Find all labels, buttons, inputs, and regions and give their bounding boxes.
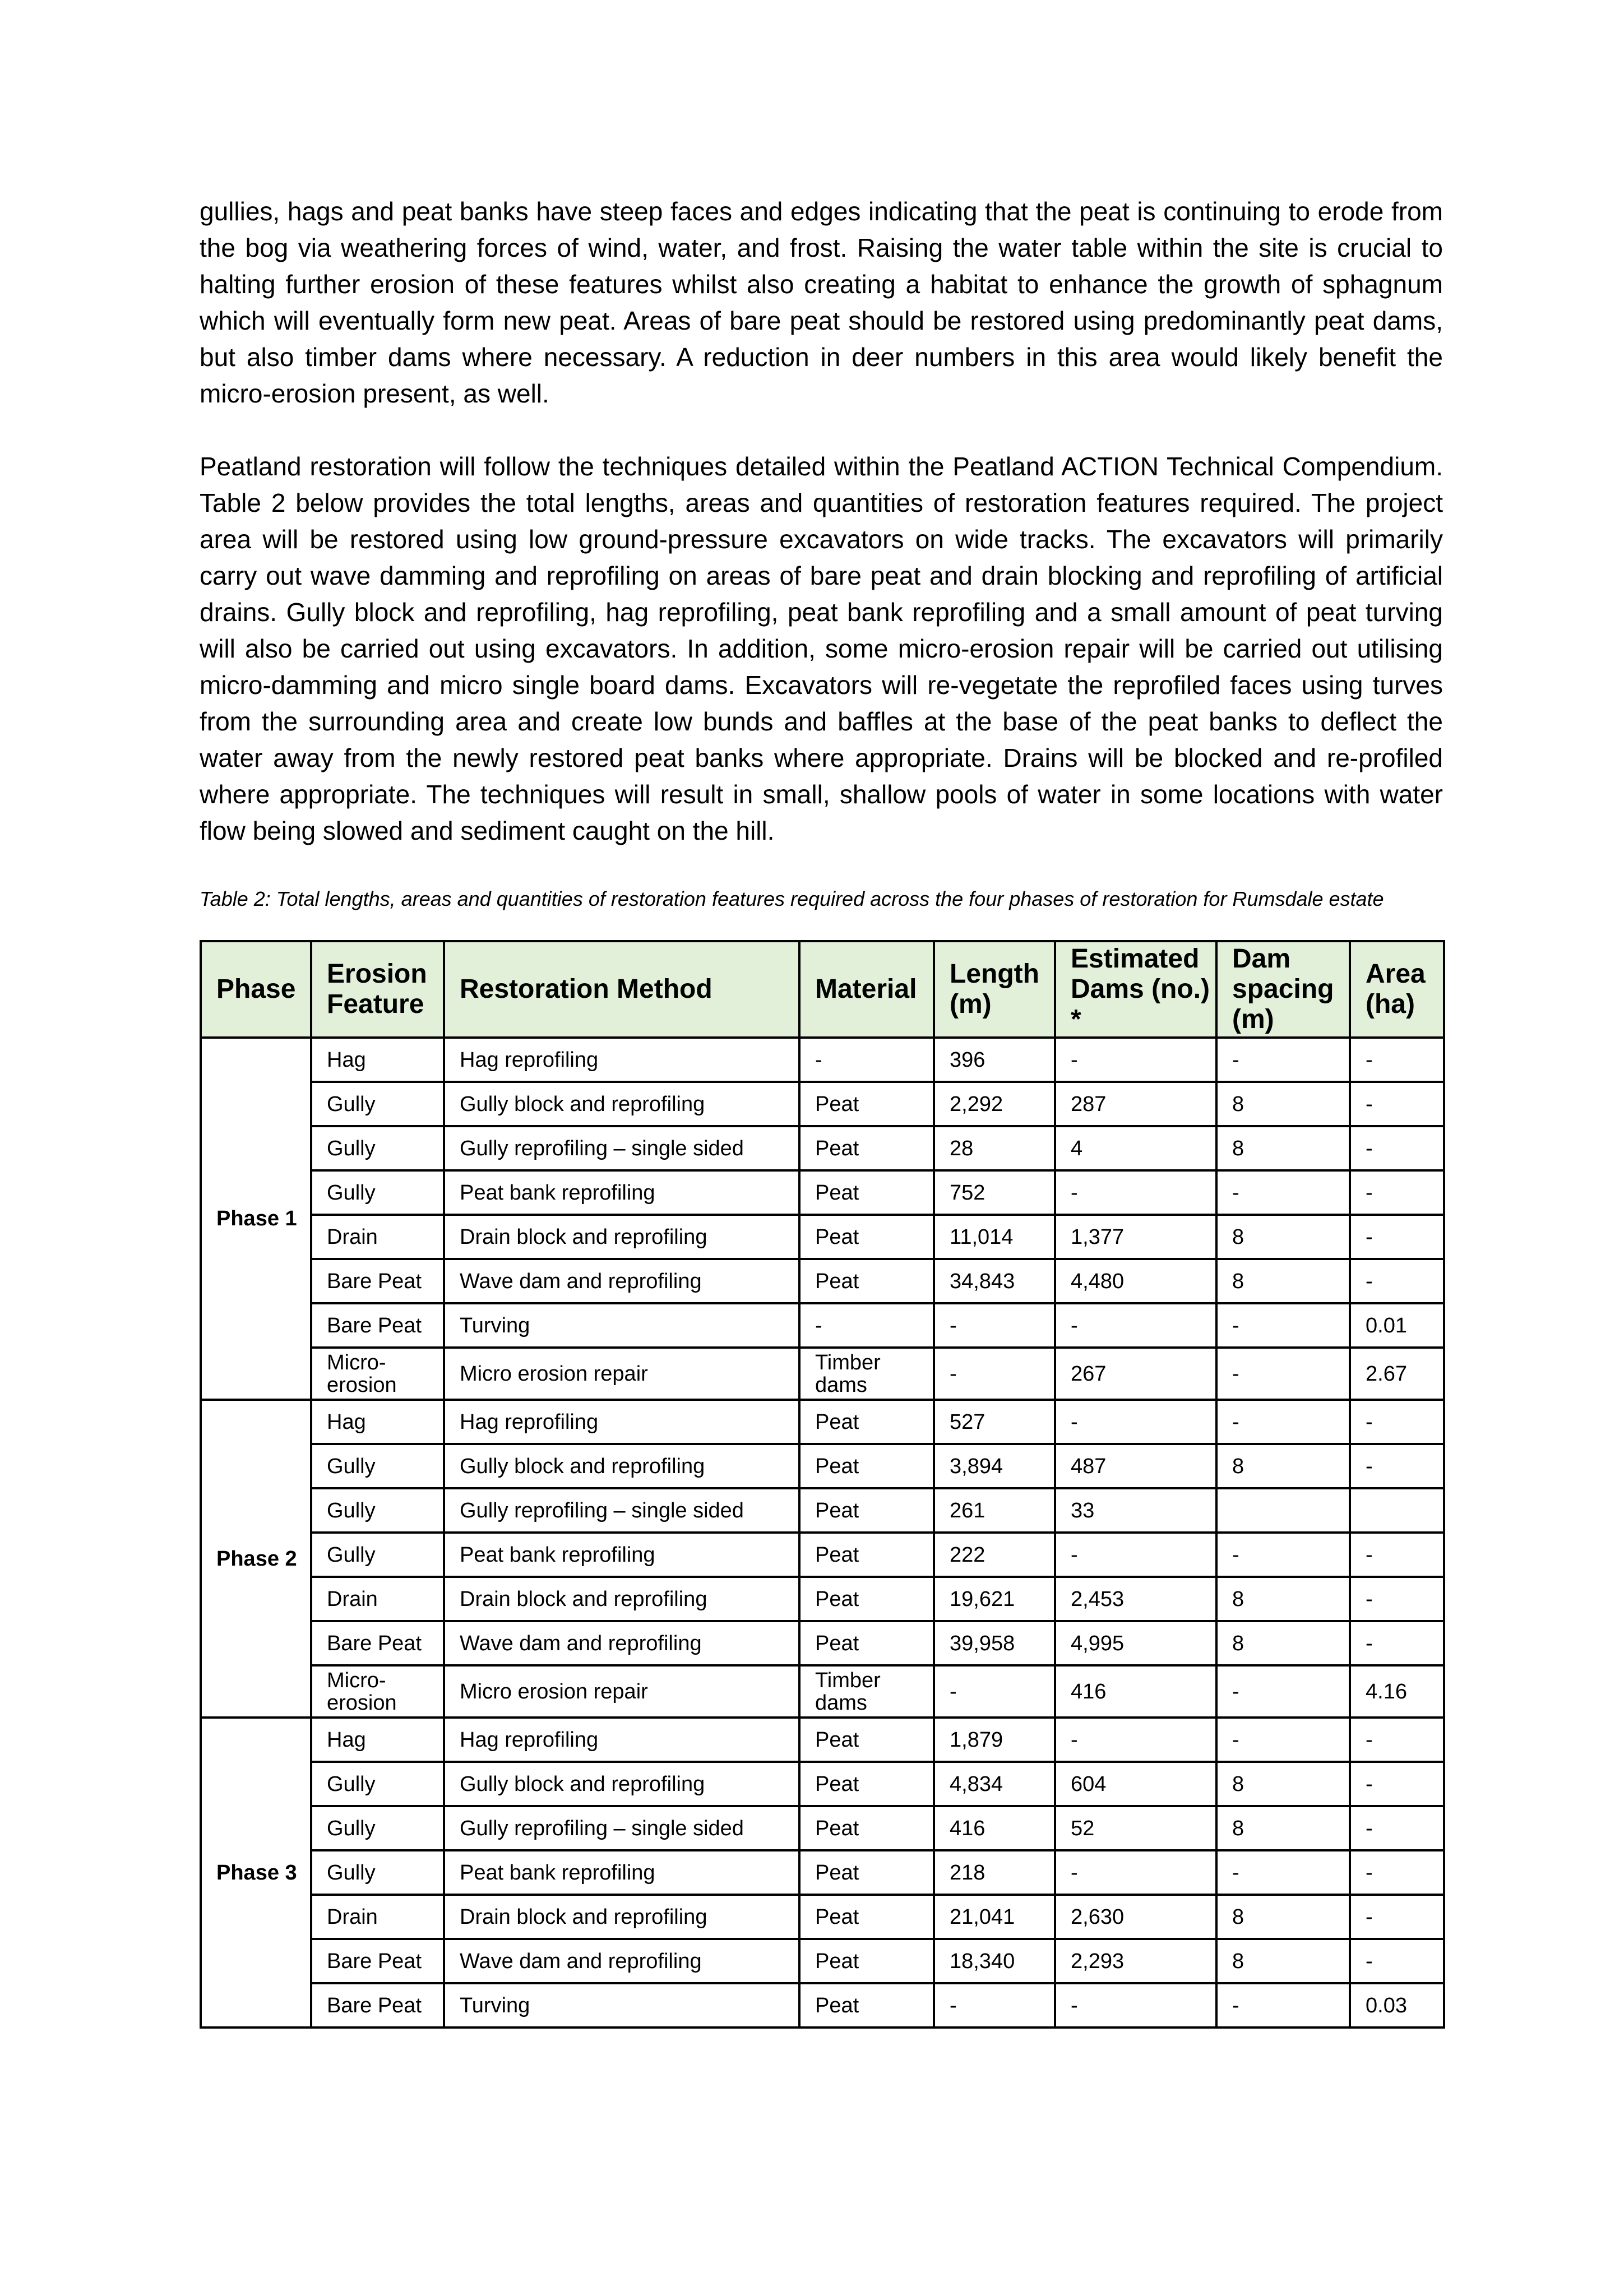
table-cell: Peat bank reprofiling bbox=[444, 1170, 799, 1215]
table-cell: - bbox=[1350, 1400, 1444, 1444]
table-cell: Micro erosion repair bbox=[444, 1665, 799, 1718]
table-cell: 11,014 bbox=[934, 1215, 1055, 1259]
table-row bbox=[201, 1533, 1444, 1577]
table-cell: Gully block and reprofiling bbox=[444, 1762, 799, 1806]
table-cell: Gully reprofiling – single sided bbox=[444, 1806, 799, 1850]
table-cell: 1,377 bbox=[1055, 1215, 1216, 1259]
table-cell: 261 bbox=[934, 1488, 1055, 1533]
body-paragraph-1: gullies, hags and peat banks have steep faces and edges indicating that the peat is continuing to erode from the bog via weathering forces of wind, water, and frost. Raising the water table within the site is crucial to halting further erosion of these features whilst also creating a habitat to enhance the growth of sphagnum which will eventually form new peat. Areas of bare peat should be restored using predominantly peat dams, but also timber dams where necessary. A reduction in deer numbers in this area would likely benefit the micro-erosion present, as well. bbox=[200, 197, 1443, 408]
table-row bbox=[201, 1621, 1444, 1665]
table-header-row bbox=[201, 941, 1444, 1038]
table-cell: 4,480 bbox=[1055, 1259, 1216, 1303]
restoration-table bbox=[200, 940, 1445, 2029]
table-cell: Timber dams bbox=[799, 1348, 934, 1400]
table-cell: Peat bbox=[799, 1577, 934, 1621]
table-cell: Wave dam and reprofiling bbox=[444, 1939, 799, 1983]
phase-label: Phase 2 bbox=[201, 1400, 311, 1718]
table-cell: Gully bbox=[311, 1488, 444, 1533]
table-cell: Peat bbox=[799, 1850, 934, 1895]
table-cell: 33 bbox=[1055, 1488, 1216, 1533]
header-cell: Material bbox=[799, 941, 934, 1038]
table-row bbox=[201, 1348, 1444, 1400]
header-cell: Length (m) bbox=[934, 941, 1055, 1038]
table-cell: - bbox=[1055, 1533, 1216, 1577]
table-cell: 8 bbox=[1216, 1082, 1350, 1126]
table-cell: - bbox=[1216, 1400, 1350, 1444]
table-cell: 604 bbox=[1055, 1762, 1216, 1806]
table-cell: Bare Peat bbox=[311, 1983, 444, 2027]
table-cell: - bbox=[799, 1038, 934, 1082]
table-cell: - bbox=[1216, 1348, 1350, 1400]
table-cell: Drain block and reprofiling bbox=[444, 1577, 799, 1621]
table-cell: 396 bbox=[934, 1038, 1055, 1082]
table-cell: Peat bbox=[799, 1444, 934, 1488]
header-cell: Estimated Dams (no.) * bbox=[1055, 941, 1216, 1038]
table-cell: Hag bbox=[311, 1038, 444, 1082]
header-cell: Erosion Feature bbox=[311, 941, 444, 1038]
table-cell: 19,621 bbox=[934, 1577, 1055, 1621]
table-cell: Turving bbox=[444, 1983, 799, 2027]
table-cell: Bare Peat bbox=[311, 1303, 444, 1348]
table-cell: 8 bbox=[1216, 1444, 1350, 1488]
table-cell: Hag bbox=[311, 1718, 444, 1762]
table-cell: - bbox=[799, 1303, 934, 1348]
table-cell: 8 bbox=[1216, 1762, 1350, 1806]
table-cell: 222 bbox=[934, 1533, 1055, 1577]
table-cell: Gully bbox=[311, 1170, 444, 1215]
table-cell: - bbox=[1055, 1983, 1216, 2027]
table-cell: Peat bbox=[799, 1126, 934, 1170]
table-cell: Gully block and reprofiling bbox=[444, 1082, 799, 1126]
table-cell: 2.67 bbox=[1350, 1348, 1444, 1400]
table-row bbox=[201, 1806, 1444, 1850]
table-cell: - bbox=[1350, 1895, 1444, 1939]
table-cell: Hag reprofiling bbox=[444, 1718, 799, 1762]
table-body bbox=[201, 1038, 1444, 2027]
table-cell: Peat bbox=[799, 1488, 934, 1533]
table-cell: Timber dams bbox=[799, 1665, 934, 1718]
table-cell: - bbox=[1350, 1533, 1444, 1577]
table-cell: - bbox=[1216, 1983, 1350, 2027]
table-cell: Micro-erosion bbox=[311, 1665, 444, 1718]
table-row bbox=[201, 1577, 1444, 1621]
table-cell: Drain block and reprofiling bbox=[444, 1215, 799, 1259]
table-cell: Hag reprofiling bbox=[444, 1038, 799, 1082]
table-row bbox=[201, 1665, 1444, 1718]
table-row bbox=[201, 1400, 1444, 1444]
table-cell: Gully bbox=[311, 1444, 444, 1488]
table-row bbox=[201, 1488, 1444, 1533]
table-cell: Peat bbox=[799, 1259, 934, 1303]
table-row bbox=[201, 1983, 1444, 2027]
table-row bbox=[201, 1170, 1444, 1215]
table-row bbox=[201, 1939, 1444, 1983]
table-cell: 752 bbox=[934, 1170, 1055, 1215]
table-cell: - bbox=[1055, 1038, 1216, 1082]
table-cell: 4 bbox=[1055, 1126, 1216, 1170]
table-cell: - bbox=[1216, 1533, 1350, 1577]
table-cell: Peat bbox=[799, 1762, 934, 1806]
table-cell: 4,995 bbox=[1055, 1621, 1216, 1665]
table-row bbox=[201, 1303, 1444, 1348]
table-cell: 287 bbox=[1055, 1082, 1216, 1126]
table-cell: Gully bbox=[311, 1850, 444, 1895]
table-cell: - bbox=[934, 1983, 1055, 2027]
table-cell: 218 bbox=[934, 1850, 1055, 1895]
table-cell: - bbox=[1350, 1718, 1444, 1762]
table-cell: - bbox=[934, 1665, 1055, 1718]
table-cell bbox=[1216, 1488, 1350, 1533]
table-cell: Gully bbox=[311, 1762, 444, 1806]
table-cell: - bbox=[1350, 1621, 1444, 1665]
header-cell: Area (ha) bbox=[1350, 941, 1444, 1038]
table-cell: 416 bbox=[1055, 1665, 1216, 1718]
table-cell: Gully bbox=[311, 1806, 444, 1850]
table-cell: 267 bbox=[1055, 1348, 1216, 1400]
table-cell: 8 bbox=[1216, 1806, 1350, 1850]
phase-label: Phase 1 bbox=[201, 1038, 311, 1400]
table-cell: Peat bbox=[799, 1895, 934, 1939]
table-cell: 527 bbox=[934, 1400, 1055, 1444]
table-cell: Drain bbox=[311, 1895, 444, 1939]
table-cell: 28 bbox=[934, 1126, 1055, 1170]
table-cell: 39,958 bbox=[934, 1621, 1055, 1665]
table-cell: 487 bbox=[1055, 1444, 1216, 1488]
table-cell: - bbox=[1055, 1850, 1216, 1895]
table-cell: - bbox=[1350, 1170, 1444, 1215]
table-cell: Wave dam and reprofiling bbox=[444, 1259, 799, 1303]
table-cell: Turving bbox=[444, 1303, 799, 1348]
table-cell: Gully reprofiling – single sided bbox=[444, 1126, 799, 1170]
table-cell: Peat bbox=[799, 1400, 934, 1444]
table-cell bbox=[1350, 1488, 1444, 1533]
table-cell: 8 bbox=[1216, 1259, 1350, 1303]
table-cell: - bbox=[1350, 1577, 1444, 1621]
table-caption: Table 2: Total lengths, areas and quantities of restoration features required across the four phases of restoration for Rumsdale estate bbox=[200, 887, 1384, 910]
table-cell: Gully bbox=[311, 1082, 444, 1126]
table-cell: - bbox=[1350, 1259, 1444, 1303]
table-cell: - bbox=[1216, 1850, 1350, 1895]
table-cell: 1,879 bbox=[934, 1718, 1055, 1762]
header-cell: Dam spacing (m) bbox=[1216, 941, 1350, 1038]
table-cell: - bbox=[1350, 1806, 1444, 1850]
table-cell: 0.03 bbox=[1350, 1983, 1444, 2027]
table-cell: 2,630 bbox=[1055, 1895, 1216, 1939]
table-cell: 4.16 bbox=[1350, 1665, 1444, 1718]
table-cell: Bare Peat bbox=[311, 1939, 444, 1983]
table-cell: Peat bank reprofiling bbox=[444, 1533, 799, 1577]
table-cell: - bbox=[1055, 1303, 1216, 1348]
table-cell: 52 bbox=[1055, 1806, 1216, 1850]
table-cell: 34,843 bbox=[934, 1259, 1055, 1303]
table-cell: 2,453 bbox=[1055, 1577, 1216, 1621]
table-cell: - bbox=[1350, 1850, 1444, 1895]
table-cell: Hag bbox=[311, 1400, 444, 1444]
table-cell: - bbox=[1216, 1303, 1350, 1348]
table-cell: 21,041 bbox=[934, 1895, 1055, 1939]
phase-label: Phase 3 bbox=[201, 1718, 311, 2027]
table-cell: 4,834 bbox=[934, 1762, 1055, 1806]
table-cell: Peat bank reprofiling bbox=[444, 1850, 799, 1895]
table-cell: Peat bbox=[799, 1533, 934, 1577]
header-cell: Restoration Method bbox=[444, 941, 799, 1038]
table-row bbox=[201, 1215, 1444, 1259]
table-cell: Peat bbox=[799, 1621, 934, 1665]
table-cell: - bbox=[1350, 1939, 1444, 1983]
table-row bbox=[201, 1762, 1444, 1806]
table-cell: 8 bbox=[1216, 1577, 1350, 1621]
table-cell: - bbox=[1055, 1400, 1216, 1444]
table-row bbox=[201, 1082, 1444, 1126]
table-cell: 8 bbox=[1216, 1621, 1350, 1665]
table-row bbox=[201, 1126, 1444, 1170]
table-cell: - bbox=[1055, 1718, 1216, 1762]
table-cell: - bbox=[934, 1303, 1055, 1348]
table-cell: Peat bbox=[799, 1806, 934, 1850]
table-cell: Gully block and reprofiling bbox=[444, 1444, 799, 1488]
table-cell: - bbox=[1350, 1038, 1444, 1082]
table-cell: Peat bbox=[799, 1170, 934, 1215]
table-cell: Micro erosion repair bbox=[444, 1348, 799, 1400]
table-cell: - bbox=[1216, 1170, 1350, 1215]
body-paragraph-2: Peatland restoration will follow the techniques detailed within the Peatland ACTION Technical Compendium. Table 2 below provides the total lengths, areas and quantities of restoration features required. The project area will be restored using low ground-pressure excavators on wide tracks. The excavators will primarily carry out wave damming and reprofiling on areas of bare peat and drain blocking and reprofiling of artificial drains. Gully block and reprofiling, hag reprofiling, peat bank reprofiling and a small amount of peat turving will also be carried out using excavators. In addition, some micro-erosion repair will be carried out utilising micro-damming and micro single board dams. Excavators will re-vegetate the reprofiled faces using turves from the surrounding area and create low bunds and baffles at the base of the peat banks to deflect the water away from the newly restored peat banks where appropriate. Drains will be blocked and re-profiled where appropriate. The techniques will result in small, shallow pools of water in some locations with water flow being slowed and sediment caught on the hill. bbox=[200, 452, 1443, 845]
table-cell: - bbox=[1216, 1718, 1350, 1762]
table-cell: 18,340 bbox=[934, 1939, 1055, 1983]
table-cell: 0.01 bbox=[1350, 1303, 1444, 1348]
table-cell: - bbox=[1055, 1170, 1216, 1215]
table-cell: 3,894 bbox=[934, 1444, 1055, 1488]
table-row bbox=[201, 1444, 1444, 1488]
table-cell: 2,292 bbox=[934, 1082, 1055, 1126]
table-cell: Gully bbox=[311, 1126, 444, 1170]
table-cell: Bare Peat bbox=[311, 1621, 444, 1665]
table-cell: - bbox=[1350, 1444, 1444, 1488]
table-cell: Hag reprofiling bbox=[444, 1400, 799, 1444]
table-cell: Peat bbox=[799, 1939, 934, 1983]
table-cell: Peat bbox=[799, 1215, 934, 1259]
table-cell: Micro-erosion bbox=[311, 1348, 444, 1400]
table-cell: Bare Peat bbox=[311, 1259, 444, 1303]
table-cell: Peat bbox=[799, 1983, 934, 2027]
table-row bbox=[201, 1895, 1444, 1939]
table-cell: - bbox=[1350, 1762, 1444, 1806]
table-cell: 8 bbox=[1216, 1895, 1350, 1939]
table-cell: - bbox=[1216, 1038, 1350, 1082]
table-cell: 8 bbox=[1216, 1939, 1350, 1983]
header-cell: Phase bbox=[201, 941, 311, 1038]
table-cell: 416 bbox=[934, 1806, 1055, 1850]
table-cell: 2,293 bbox=[1055, 1939, 1216, 1983]
table-cell: - bbox=[1350, 1082, 1444, 1126]
table-cell: - bbox=[1350, 1126, 1444, 1170]
table-cell: Drain bbox=[311, 1215, 444, 1259]
table-row bbox=[201, 1038, 1444, 1082]
document-page bbox=[200, 193, 1443, 2029]
table-row bbox=[201, 1718, 1444, 1762]
table-cell: Drain block and reprofiling bbox=[444, 1895, 799, 1939]
table-cell: 8 bbox=[1216, 1215, 1350, 1259]
table-cell: 8 bbox=[1216, 1126, 1350, 1170]
table-cell: - bbox=[1216, 1665, 1350, 1718]
table-cell: - bbox=[1350, 1215, 1444, 1259]
table-cell: Gully reprofiling – single sided bbox=[444, 1488, 799, 1533]
table-cell: Gully bbox=[311, 1533, 444, 1577]
table-row bbox=[201, 1259, 1444, 1303]
table-row bbox=[201, 1850, 1444, 1895]
table-cell: - bbox=[934, 1348, 1055, 1400]
table-cell: Drain bbox=[311, 1577, 444, 1621]
table-cell: Peat bbox=[799, 1718, 934, 1762]
table-cell: Wave dam and reprofiling bbox=[444, 1621, 799, 1665]
table-cell: Peat bbox=[799, 1082, 934, 1126]
